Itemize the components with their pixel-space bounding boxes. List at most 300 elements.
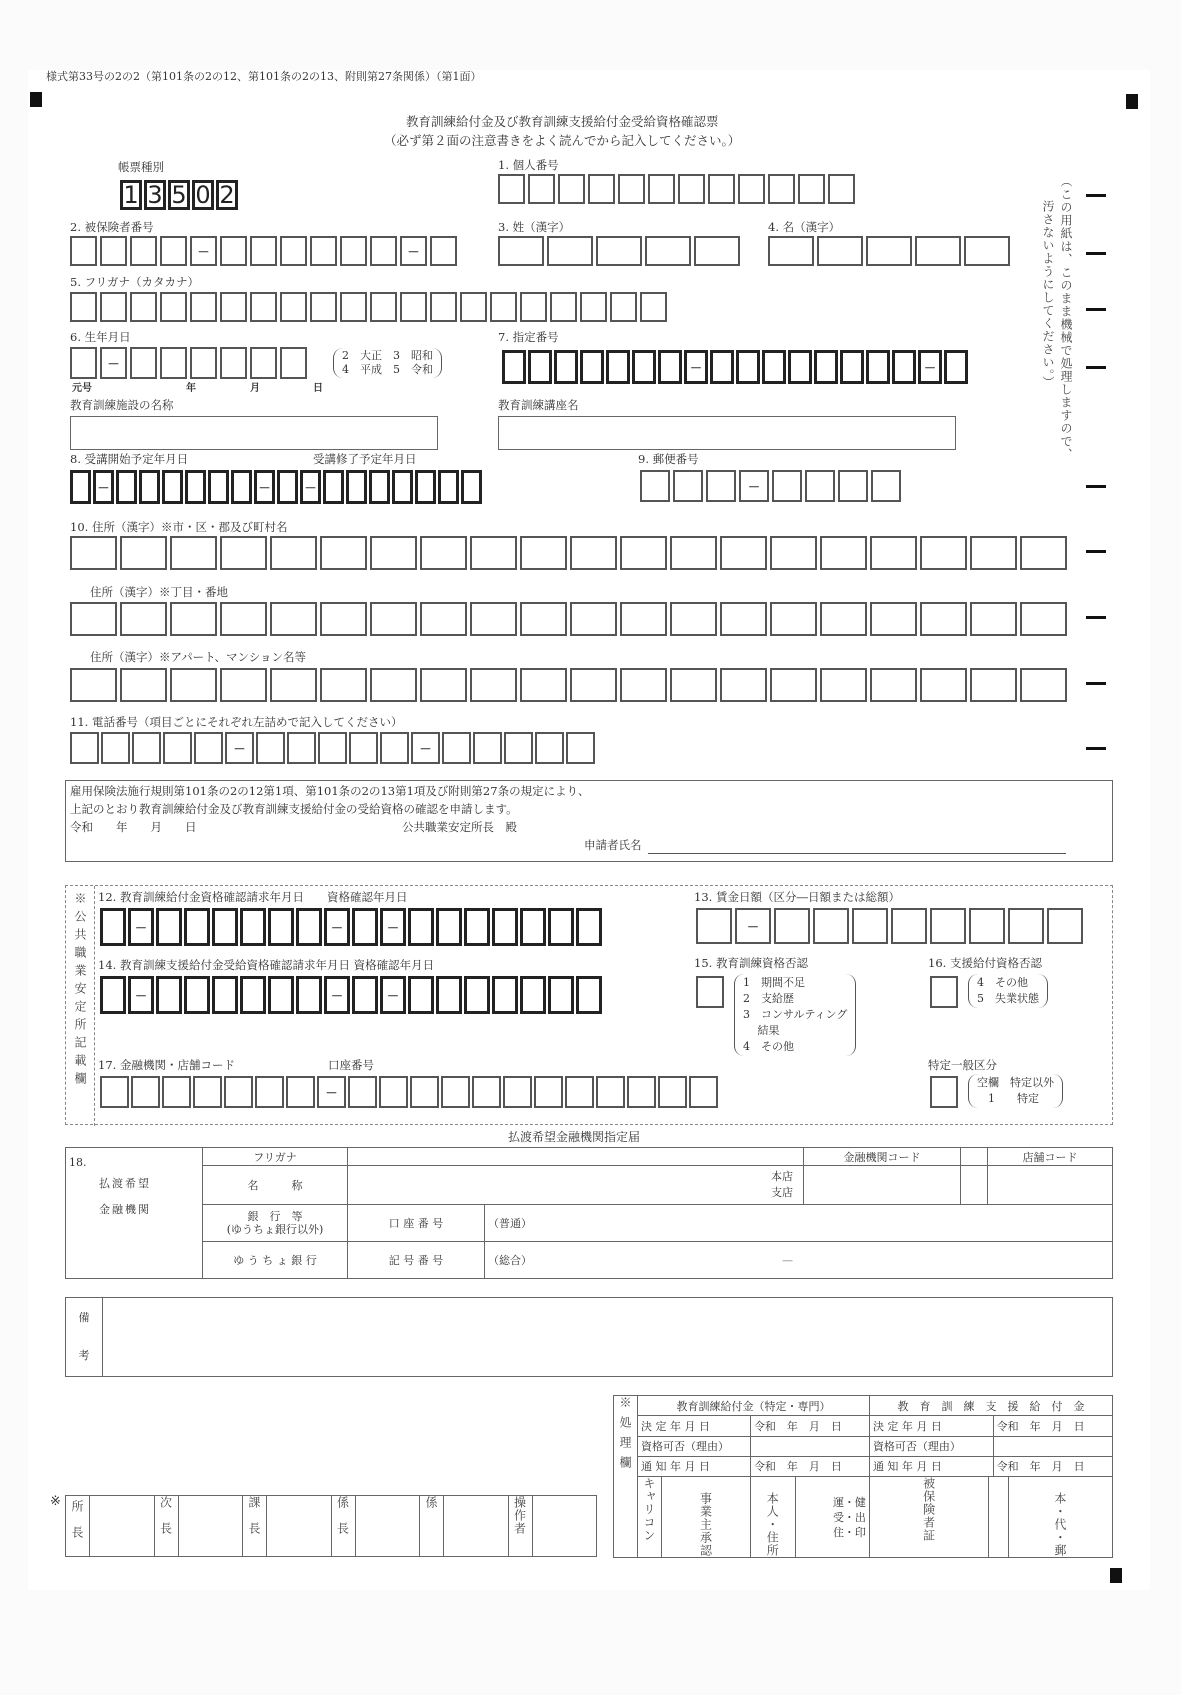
char-box[interactable]: [627, 1076, 656, 1108]
char-box[interactable]: [296, 976, 322, 1014]
char-box[interactable]: [70, 236, 97, 266]
f13-label: 13. 賃金日額（区分―日額または総額）: [694, 890, 900, 904]
char-box[interactable]: [352, 908, 378, 946]
char-box[interactable]: －: [411, 732, 440, 764]
char-box[interactable]: [798, 174, 825, 204]
char-box[interactable]: [472, 1076, 501, 1108]
char-box[interactable]: [116, 470, 137, 504]
char-box[interactable]: [805, 470, 835, 502]
char-box[interactable]: [969, 908, 1005, 944]
char-box[interactable]: [813, 908, 849, 944]
char-box[interactable]: [706, 470, 736, 502]
char-box[interactable]: [220, 236, 247, 266]
course-name-label: 教育訓練講座名: [498, 398, 579, 412]
char-box[interactable]: [130, 236, 157, 266]
char-box[interactable]: [220, 602, 267, 636]
char-box[interactable]: [100, 908, 126, 946]
char-box[interactable]: [340, 236, 367, 266]
char-box[interactable]: [558, 174, 585, 204]
char-box[interactable]: [920, 668, 967, 702]
char-box[interactable]: [286, 1076, 315, 1108]
char-box[interactable]: [632, 350, 656, 384]
f14-label: 14. 教育訓練支援給付金受給資格確認請求年月日 資格確認年月日: [98, 958, 435, 972]
char-box[interactable]: [498, 174, 525, 204]
char-box[interactable]: [547, 236, 593, 266]
char-box[interactable]: －: [93, 470, 114, 504]
char-box[interactable]: [534, 1076, 563, 1108]
char-box[interactable]: [770, 536, 817, 570]
char-box[interactable]: －: [324, 908, 350, 946]
char-box[interactable]: [1020, 536, 1067, 570]
char-box[interactable]: [352, 976, 378, 1014]
char-box[interactable]: [310, 236, 337, 266]
insured-number-input[interactable]: [70, 236, 457, 266]
char-box[interactable]: [170, 536, 217, 570]
char-box[interactable]: [520, 908, 546, 946]
char-box[interactable]: [296, 908, 322, 946]
address-building-label: 住所（漢字）※アパート、マンション名等: [90, 650, 307, 664]
char-box[interactable]: [768, 236, 814, 266]
f14-input[interactable]: [100, 976, 602, 1014]
char-box[interactable]: [220, 536, 267, 570]
char-box[interactable]: [415, 470, 436, 504]
char-box[interactable]: [184, 908, 210, 946]
designation-number-label: 7. 指定番号: [498, 330, 559, 344]
char-box[interactable]: [185, 470, 206, 504]
char-box[interactable]: [580, 350, 604, 384]
char-box[interactable]: [570, 602, 617, 636]
furigana-label: 5. フリガナ（カタカナ）: [70, 275, 200, 289]
char-box[interactable]: [370, 536, 417, 570]
char-box[interactable]: [620, 668, 667, 702]
char-box[interactable]: [370, 668, 417, 702]
char-box[interactable]: [606, 350, 630, 384]
char-box[interactable]: [520, 602, 567, 636]
applicant-name-label: 申請者氏名: [584, 838, 642, 852]
char-box[interactable]: [318, 732, 347, 764]
char-box[interactable]: [193, 1076, 222, 1108]
special-input[interactable]: [930, 1076, 958, 1108]
char-box[interactable]: [132, 732, 161, 764]
char-box[interactable]: [120, 602, 167, 636]
char-box[interactable]: [408, 976, 434, 1014]
char-box[interactable]: [420, 668, 467, 702]
char-box[interactable]: [464, 908, 490, 946]
f12-input[interactable]: [100, 908, 602, 946]
char-box[interactable]: [130, 347, 157, 379]
char-box[interactable]: [323, 470, 344, 504]
char-box[interactable]: [160, 347, 187, 379]
char-box[interactable]: [268, 976, 294, 1014]
char-box[interactable]: [720, 536, 767, 570]
char-box[interactable]: [673, 470, 703, 502]
registration-mark-tr: [1126, 94, 1138, 109]
char-box[interactable]: [838, 470, 868, 502]
char-box[interactable]: [349, 732, 378, 764]
char-box[interactable]: [620, 602, 667, 636]
f16-input[interactable]: [930, 976, 958, 1008]
form-id: 様式第33号の2の2（第101条の2の12、第101条の2の13、附則第27条関係）（第1面）: [46, 70, 482, 83]
char-box[interactable]: [100, 292, 127, 322]
char-box[interactable]: [520, 292, 547, 322]
char-box[interactable]: [131, 1076, 160, 1108]
char-box[interactable]: [970, 536, 1017, 570]
char-box[interactable]: [498, 236, 544, 266]
furigana-input[interactable]: [70, 292, 667, 322]
char-box[interactable]: [689, 1076, 718, 1108]
char-box[interactable]: [287, 732, 316, 764]
char-box[interactable]: [492, 976, 518, 1014]
char-box[interactable]: [100, 976, 126, 1014]
char-box[interactable]: [670, 602, 717, 636]
char-box[interactable]: [870, 536, 917, 570]
char-box[interactable]: [370, 292, 397, 322]
char-box[interactable]: [70, 602, 117, 636]
char-box[interactable]: [694, 236, 740, 266]
char-box[interactable]: [70, 470, 91, 504]
char-box[interactable]: －: [400, 236, 427, 266]
char-box[interactable]: [430, 292, 457, 322]
char-box[interactable]: [492, 908, 518, 946]
char-box[interactable]: [280, 236, 307, 266]
personal-number-label: 1. 個人番号: [498, 158, 559, 172]
char-box[interactable]: [156, 976, 182, 1014]
address-building-input[interactable]: [70, 668, 1067, 702]
char-box[interactable]: [220, 347, 247, 379]
remarks-input[interactable]: [103, 1298, 1113, 1377]
char-box[interactable]: [280, 292, 307, 322]
char-box[interactable]: [224, 1076, 253, 1108]
bank-name-input[interactable]: 本店 支店: [348, 1166, 804, 1205]
last-name-input[interactable]: [498, 236, 740, 266]
char-box[interactable]: [470, 536, 517, 570]
char-box[interactable]: [658, 350, 682, 384]
char-box[interactable]: [588, 174, 615, 204]
char-box[interactable]: －: [190, 236, 217, 266]
char-box[interactable]: [1020, 602, 1067, 636]
char-box[interactable]: [820, 536, 867, 570]
char-box[interactable]: [320, 602, 367, 636]
char-box[interactable]: [470, 668, 517, 702]
char-box[interactable]: [870, 602, 917, 636]
birth-date-input[interactable]: [70, 347, 307, 379]
char-box[interactable]: [420, 536, 467, 570]
char-box[interactable]: [120, 668, 167, 702]
char-box[interactable]: －: [128, 908, 154, 946]
char-box[interactable]: [170, 668, 217, 702]
applicant-name-field[interactable]: [648, 853, 1066, 854]
char-box[interactable]: [1020, 668, 1067, 702]
char-box[interactable]: [190, 347, 217, 379]
f13-input[interactable]: [696, 908, 1083, 944]
char-box[interactable]: [163, 732, 192, 764]
char-box[interactable]: －: [254, 470, 275, 504]
char-box[interactable]: [550, 292, 577, 322]
char-box[interactable]: [208, 470, 229, 504]
store-code-input[interactable]: [988, 1166, 1113, 1205]
postal-code-input[interactable]: [640, 470, 901, 502]
char-box[interactable]: [370, 236, 397, 266]
personal-number-input[interactable]: [498, 174, 855, 204]
char-box[interactable]: [270, 668, 317, 702]
char-box[interactable]: [70, 732, 99, 764]
char-box[interactable]: [970, 668, 1017, 702]
char-box[interactable]: [277, 470, 298, 504]
char-box[interactable]: [400, 292, 427, 322]
char-box[interactable]: [240, 908, 266, 946]
char-box[interactable]: [970, 602, 1017, 636]
char-box[interactable]: －: [735, 908, 771, 944]
char-box[interactable]: [255, 1076, 284, 1108]
f15-label: 15. 教育訓練資格否認: [694, 956, 808, 970]
course-name-input[interactable]: [498, 416, 956, 450]
char-box[interactable]: [618, 174, 645, 204]
char-box[interactable]: [310, 292, 337, 322]
char-box[interactable]: [70, 536, 117, 570]
char-box[interactable]: [436, 976, 462, 1014]
char-box[interactable]: [250, 347, 277, 379]
account-number-input[interactable]: （普通）: [485, 1205, 1113, 1242]
char-box[interactable]: [535, 732, 564, 764]
char-box[interactable]: [820, 602, 867, 636]
char-box[interactable]: [250, 292, 277, 322]
char-box[interactable]: [596, 1076, 625, 1108]
char-box[interactable]: [240, 976, 266, 1014]
char-box[interactable]: [828, 174, 855, 204]
char-box[interactable]: －: [739, 470, 769, 502]
char-box[interactable]: [212, 976, 238, 1014]
char-box[interactable]: [596, 236, 642, 266]
char-box[interactable]: [866, 350, 890, 384]
char-box[interactable]: [920, 536, 967, 570]
char-box[interactable]: －: [100, 347, 127, 379]
char-box[interactable]: [441, 1076, 470, 1108]
char-box[interactable]: [648, 174, 675, 204]
char-box[interactable]: [194, 732, 223, 764]
char-box[interactable]: [852, 908, 888, 944]
char-box[interactable]: [620, 536, 667, 570]
char-box[interactable]: －: [380, 908, 406, 946]
char-box[interactable]: [708, 174, 735, 204]
char-box[interactable]: [130, 292, 157, 322]
page-subtitle: （必ず第２面の注意書きをよく読んでから記入してください。）: [384, 133, 741, 148]
char-box[interactable]: [670, 536, 717, 570]
char-box[interactable]: [678, 174, 705, 204]
char-box[interactable]: [320, 536, 367, 570]
f15-input[interactable]: [696, 976, 724, 1008]
char-box[interactable]: [871, 470, 901, 502]
phone-input[interactable]: [70, 732, 595, 764]
char-box[interactable]: [212, 908, 238, 946]
char-box[interactable]: [817, 236, 863, 266]
facility-name-input[interactable]: [70, 416, 438, 450]
char-box[interactable]: [772, 470, 802, 502]
char-box[interactable]: [768, 174, 795, 204]
char-box[interactable]: [346, 470, 367, 504]
char-box[interactable]: [866, 236, 912, 266]
char-box[interactable]: [720, 602, 767, 636]
char-box[interactable]: [473, 732, 502, 764]
char-box[interactable]: [420, 602, 467, 636]
char-box[interactable]: [566, 732, 595, 764]
char-box[interactable]: [369, 470, 390, 504]
char-box[interactable]: [520, 536, 567, 570]
char-box[interactable]: [268, 908, 294, 946]
char-box[interactable]: [410, 1076, 439, 1108]
f17-input[interactable]: [100, 1076, 718, 1108]
char-box[interactable]: [964, 236, 1010, 266]
char-box[interactable]: [379, 1076, 408, 1108]
char-box[interactable]: [348, 1076, 377, 1108]
char-box[interactable]: [915, 236, 961, 266]
char-box[interactable]: [170, 602, 217, 636]
address-city-input[interactable]: [70, 536, 1067, 570]
char-box[interactable]: [184, 976, 210, 1014]
char-box[interactable]: [528, 350, 552, 384]
char-box[interactable]: [340, 292, 367, 322]
char-box[interactable]: －: [684, 350, 708, 384]
char-box[interactable]: [788, 350, 812, 384]
char-box[interactable]: [640, 470, 670, 502]
char-box[interactable]: [490, 292, 517, 322]
char-box[interactable]: [920, 602, 967, 636]
bank-furigana-input[interactable]: [348, 1148, 804, 1166]
address-block-input[interactable]: [70, 602, 1067, 636]
char-box[interactable]: [930, 908, 966, 944]
course-dates-input[interactable]: [70, 470, 482, 504]
bank-code-input[interactable]: [804, 1166, 961, 1205]
char-box[interactable]: [870, 668, 917, 702]
char-box[interactable]: －: [324, 976, 350, 1014]
char-box[interactable]: [430, 236, 457, 266]
char-box[interactable]: [250, 236, 277, 266]
symbol-number-input[interactable]: （総合） —: [485, 1242, 1113, 1279]
char-box[interactable]: [840, 350, 864, 384]
char-box[interactable]: [503, 1076, 532, 1108]
char-box[interactable]: [100, 1076, 129, 1108]
char-box[interactable]: [696, 908, 732, 944]
char-box[interactable]: [256, 732, 285, 764]
char-box[interactable]: [645, 236, 691, 266]
char-box[interactable]: [502, 350, 526, 384]
char-box[interactable]: [570, 536, 617, 570]
char-box[interactable]: [640, 292, 667, 322]
char-box[interactable]: [548, 976, 574, 1014]
char-box[interactable]: －: [918, 350, 942, 384]
f16-label: 16. 支援給付資格否認: [928, 956, 1042, 970]
declaration-line1: 雇用保険法施行規則第101条の2の12第1項、第101条の2の13第1項及び附則第27条の規定により、: [70, 784, 590, 798]
char-box[interactable]: [576, 976, 602, 1014]
char-box[interactable]: [720, 668, 767, 702]
char-box[interactable]: [944, 350, 968, 384]
char-box[interactable]: [770, 668, 817, 702]
char-box[interactable]: －: [300, 470, 321, 504]
char-box[interactable]: －: [225, 732, 254, 764]
char-box[interactable]: [70, 668, 117, 702]
char-box[interactable]: [1008, 908, 1044, 944]
char-box[interactable]: －: [128, 976, 154, 1014]
char-box[interactable]: [392, 470, 413, 504]
char-box[interactable]: [100, 236, 127, 266]
char-box[interactable]: －: [380, 976, 406, 1014]
char-box[interactable]: [774, 908, 810, 944]
char-box[interactable]: [554, 350, 578, 384]
char-box[interactable]: [738, 174, 765, 204]
char-box[interactable]: [470, 602, 517, 636]
declaration-line2: 上記のとおり教育訓練給付金及び教育訓練支援給付金の受給資格の確認を申請します。: [70, 802, 518, 816]
char-box[interactable]: [565, 1076, 594, 1108]
char-box[interactable]: [814, 350, 838, 384]
char-box[interactable]: [528, 174, 555, 204]
char-box[interactable]: [70, 347, 97, 379]
char-box[interactable]: [504, 732, 533, 764]
side-note-line1: （この用紙は、このまま機械で処理しますので、: [1059, 175, 1073, 461]
char-box[interactable]: [139, 470, 160, 504]
char-box[interactable]: [270, 536, 317, 570]
last-name-label: 3. 姓（漢字）: [498, 220, 571, 234]
char-box[interactable]: [670, 668, 717, 702]
char-box[interactable]: [320, 668, 367, 702]
char-box[interactable]: [101, 732, 130, 764]
insured-number-label: 2. 被保険者番号: [70, 220, 154, 234]
char-box[interactable]: [892, 350, 916, 384]
char-box[interactable]: [820, 668, 867, 702]
char-box[interactable]: [461, 470, 482, 504]
char-box[interactable]: [190, 292, 217, 322]
char-box[interactable]: [270, 602, 317, 636]
char-box[interactable]: [460, 292, 487, 322]
char-box[interactable]: [770, 602, 817, 636]
char-box[interactable]: [70, 292, 97, 322]
char-box[interactable]: [891, 908, 927, 944]
char-box[interactable]: [736, 350, 760, 384]
char-box[interactable]: [380, 732, 409, 764]
char-box[interactable]: [438, 470, 459, 504]
char-box[interactable]: [160, 236, 187, 266]
char-box[interactable]: [408, 908, 434, 946]
char-box[interactable]: [570, 668, 617, 702]
char-box[interactable]: [162, 470, 183, 504]
char-box[interactable]: [658, 1076, 687, 1108]
char-box[interactable]: [580, 292, 607, 322]
char-box[interactable]: [520, 976, 546, 1014]
char-box[interactable]: [1047, 908, 1083, 944]
remarks-table: 備 考: [65, 1297, 1113, 1377]
char-box[interactable]: [520, 668, 567, 702]
char-box[interactable]: [710, 350, 734, 384]
char-box[interactable]: [280, 347, 307, 379]
first-name-input[interactable]: [768, 236, 1010, 266]
char-box[interactable]: [162, 1076, 191, 1108]
char-box[interactable]: [576, 908, 602, 946]
char-box[interactable]: [610, 292, 637, 322]
char-box[interactable]: [464, 976, 490, 1014]
char-box[interactable]: [231, 470, 252, 504]
char-box[interactable]: [156, 908, 182, 946]
char-box[interactable]: [548, 908, 574, 946]
char-box[interactable]: [160, 292, 187, 322]
char-box[interactable]: [120, 536, 167, 570]
char-box[interactable]: [436, 908, 462, 946]
char-box[interactable]: [220, 292, 247, 322]
char-box[interactable]: [220, 668, 267, 702]
char-box[interactable]: [442, 732, 471, 764]
char-box[interactable]: [762, 350, 786, 384]
designation-number-input[interactable]: [502, 350, 968, 384]
course-start-label: 8. 受講開始予定年月日: [70, 452, 189, 466]
char-box[interactable]: －: [317, 1076, 346, 1108]
char-box[interactable]: [370, 602, 417, 636]
